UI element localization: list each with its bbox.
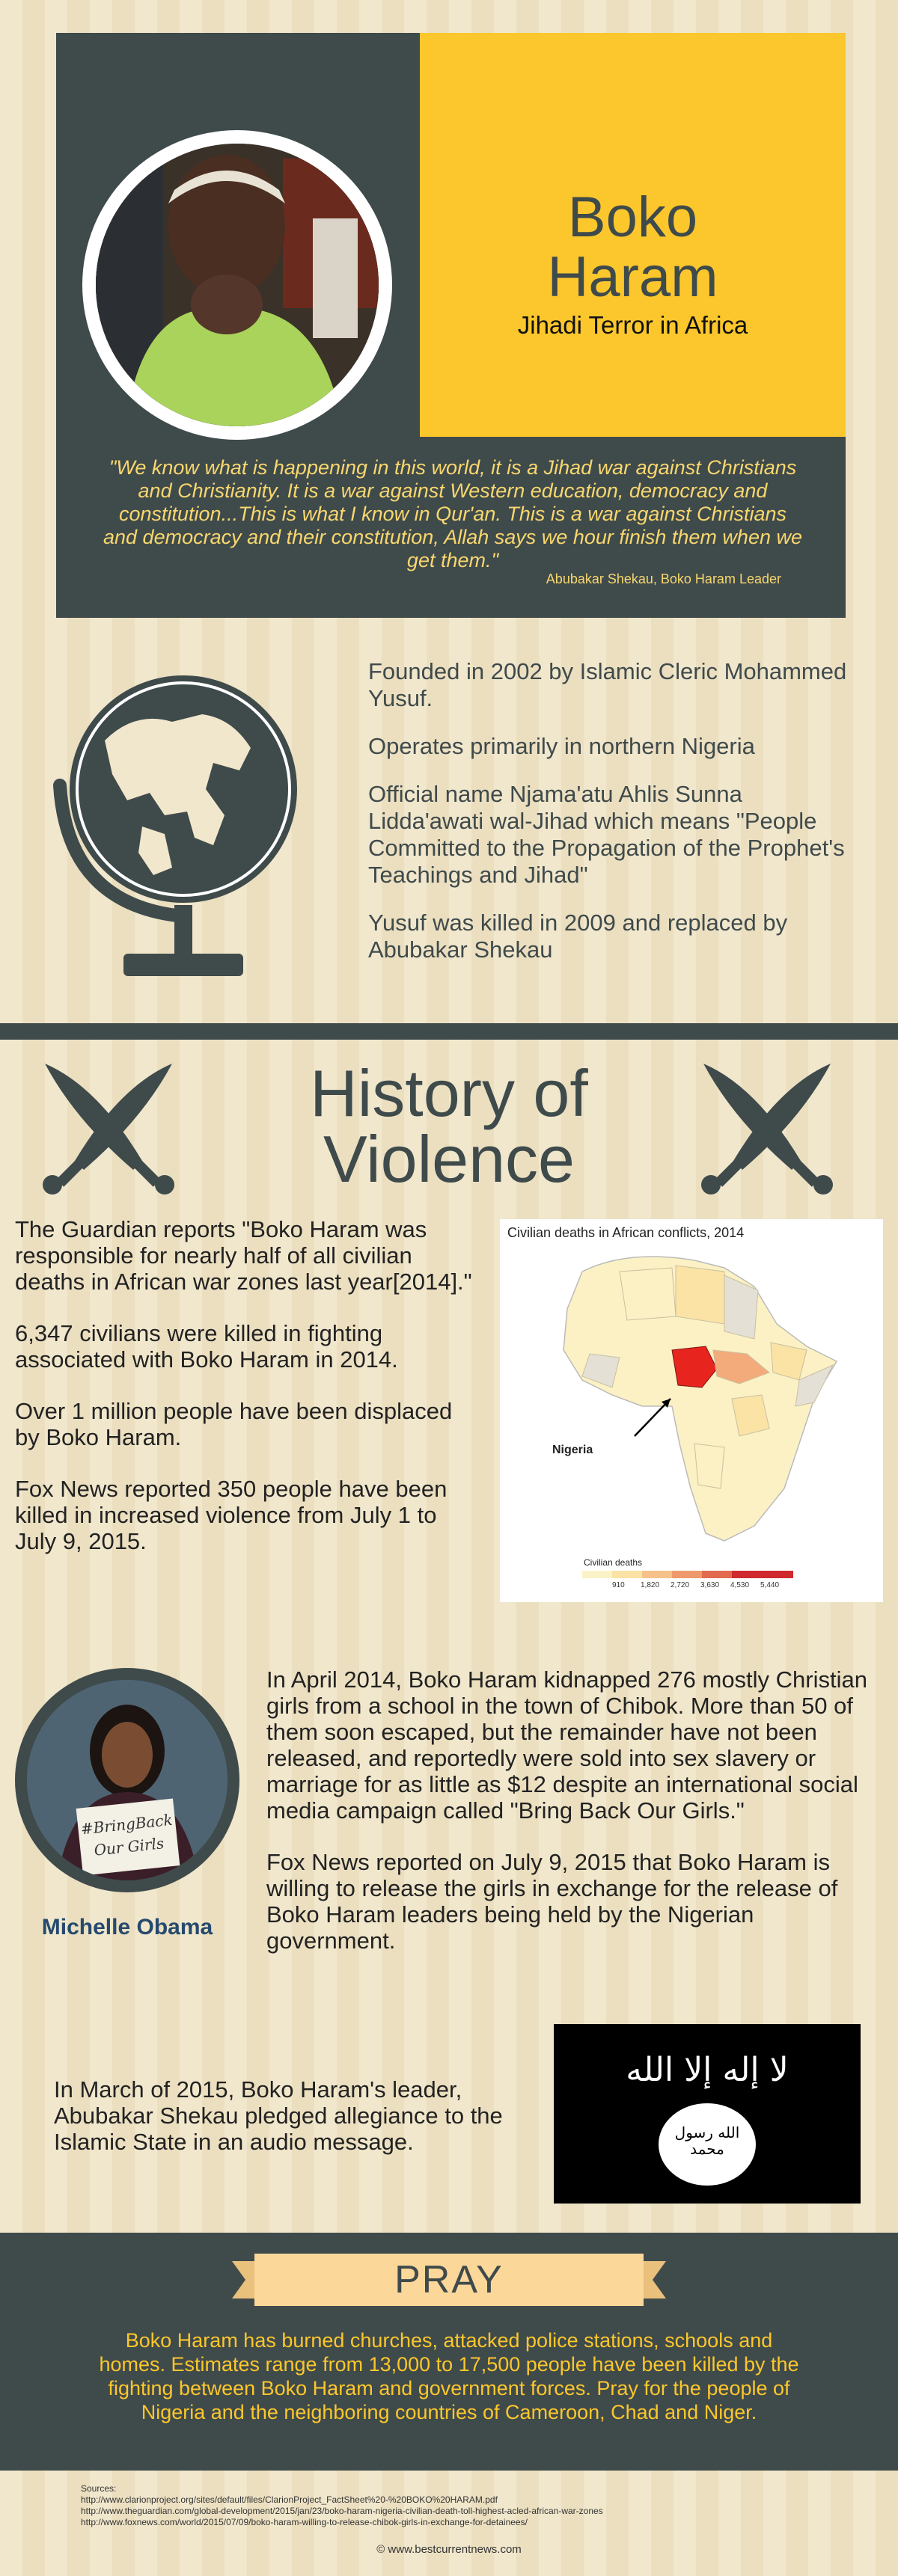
- chibok-paragraph: In April 2014, Boko Haram kidnapped 276 mostly Christian girls from a school in the town of Chibok. More than 50 of them soon escaped, but the remainder have not been released, and reportedly were sold into sex slavery or marriage for as little as $12 despite an international social media campaign called "Bring Back Our Girls.": [266, 1666, 867, 1824]
- section-divider: [0, 1023, 898, 1040]
- svg-text:#BringBack: #BringBack: [79, 1810, 174, 1839]
- leader-photo: [96, 144, 379, 426]
- title-line-2: Haram: [547, 245, 718, 309]
- leader-photo-frame: [82, 130, 392, 440]
- header-panel: [56, 33, 846, 618]
- source-link[interactable]: http://www.clarionproject.org/sites/default/files/ClarionProject_FactSheet%20-%20BOKO%20HARAM.pdf: [81, 2494, 498, 2505]
- history-paragraph: Over 1 million people have been displaced by Boko Haram.: [15, 1398, 453, 1450]
- fact-item: Yusuf was killed in 2009 and replaced by Abubakar Shekau: [368, 910, 788, 963]
- source-link[interactable]: http://www.foxnews.com/world/2015/07/09/boko-haram-willing-to-release-chibok-girls-in-exchange-for-detainees/: [81, 2517, 528, 2527]
- pray-text: Boko Haram has burned churches, attacked police stations, schools and homes. Estimates range from 13,000 to 17,500 people have been killed by the fighting between Boko Haram and government forces. Pray for the people of Nigeria and the neighboring countries of Cameroon, Chad and Niger.: [99, 2329, 799, 2423]
- leader-quote: "We know what is happening in this world, it is a Jihad war against Christians and Christianity. It is a war against Western education, democracy and constitution...This is what I know in Qur'an. This is a war against Christians and democracy and their constitution, Allah says we hour finish them when we get them.": [103, 456, 802, 571]
- history-paragraph: 6,347 civilians were killed in fighting associated with Boko Haram in 2014.: [15, 1320, 398, 1373]
- quote-attribution: Abubakar Shekau, Boko Haram Leader: [546, 571, 781, 586]
- fact-item: Founded in 2002 by Islamic Cleric Mohammed Yusuf.: [368, 658, 847, 711]
- legend-tick: 5,440: [760, 1581, 780, 1589]
- flag-seal-text: الله رسول محمد: [674, 2123, 740, 2158]
- sources-list: [81, 2483, 603, 2528]
- fact-item: Operates primarily in northern Nigeria: [368, 733, 755, 759]
- legend-tick: 4,530: [730, 1581, 750, 1589]
- sources-label: Sources:: [81, 2483, 117, 2494]
- legend-tick: 3,630: [700, 1581, 720, 1589]
- title-box: [420, 33, 846, 437]
- facts-list: [368, 658, 847, 984]
- map-title: Civilian deaths in African conflicts, 2014: [507, 1225, 745, 1240]
- source-link[interactable]: http://www.theguardian.com/global-development/2015/jan/23/boko-haram-nigeria-civilian-death-toll-highest-acled-african-war-zones: [81, 2506, 603, 2516]
- legend-tick: 1,820: [641, 1581, 660, 1589]
- legend-title: Civilian deaths: [584, 1557, 643, 1568]
- flag-text: لا إله إلا الله: [626, 2051, 789, 2089]
- legend-tick: 2,720: [671, 1581, 690, 1589]
- fact-item: Official name Njama'atu Ahlis Sunna Lidda'awati wal-Jihad which means "People Committed to the Propagation of the Prophet's Teachings and Jihad": [368, 781, 845, 888]
- legend-tick: 910: [612, 1581, 625, 1589]
- history-title-line-1: History of: [310, 1056, 588, 1130]
- history-title-line-2: Violence: [323, 1122, 575, 1196]
- michelle-obama-caption: Michelle Obama: [41, 1915, 213, 1939]
- isis-paragraph: In March of 2015, Boko Haram's leader, Abubakar Shekau pledged allegiance to the Islamic State in an audio message.: [54, 2076, 503, 2155]
- flag-seal: [659, 2103, 756, 2186]
- pray-banner: PRAY: [254, 2254, 644, 2306]
- michelle-photo-frame: [15, 1668, 239, 1892]
- history-paragraphs: [15, 1216, 479, 1580]
- africa-map: [500, 1219, 883, 1602]
- pray-section: [0, 2233, 898, 2471]
- subtitle: Jihadi Terror in Africa: [517, 311, 748, 339]
- chibok-paragraphs: [266, 1666, 888, 1979]
- footer-credit[interactable]: © www.bestcurrentnews.com: [376, 2543, 522, 2556]
- chibok-paragraph: Fox News reported on July 9, 2015 that Boko Haram is willing to release the girls in exchange for the release of Boko Haram leaders being held by the Nigerian government.: [266, 1849, 838, 1954]
- svg-text:Our Girls: Our Girls: [93, 1834, 165, 1859]
- globe-icon: [52, 651, 314, 1013]
- civilian-deaths-map: [500, 1219, 883, 1602]
- nigeria-label: Nigeria: [552, 1444, 593, 1456]
- michelle-photo: [27, 1680, 227, 1880]
- title-line-1: Boko: [567, 185, 698, 249]
- islamic-state-flag: [554, 2024, 861, 2204]
- history-paragraph: The Guardian reports "Boko Haram was responsible for nearly half of all civilian deaths in African war zones last year[2014].": [15, 1216, 472, 1295]
- history-paragraph: Fox News reported 350 people have been killed in increased violence from July 1 to July 9, 2015.: [15, 1476, 448, 1554]
